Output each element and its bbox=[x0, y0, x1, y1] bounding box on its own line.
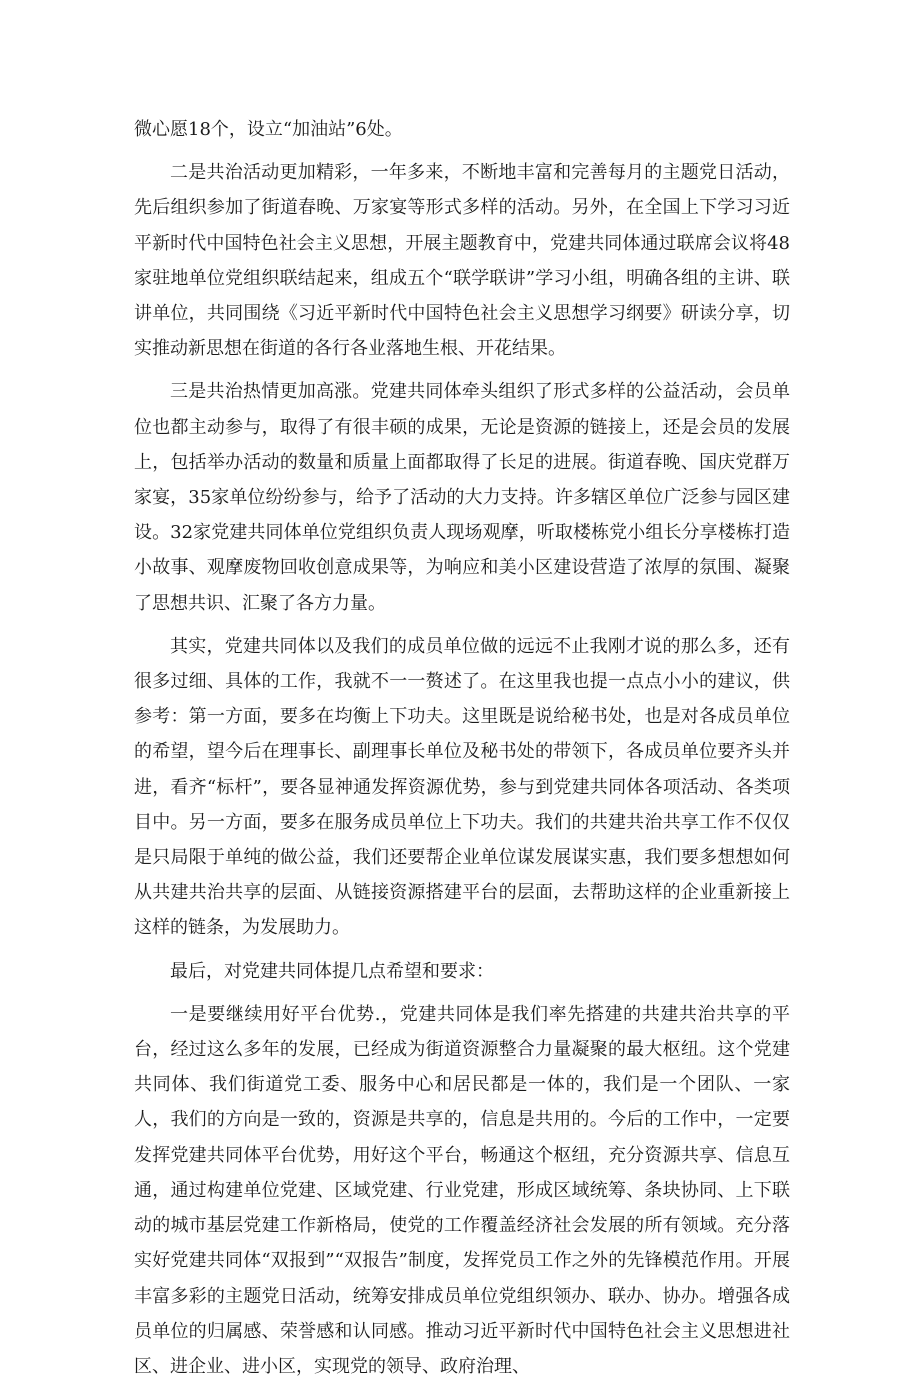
document-body bbox=[134, 112, 790, 1392]
paragraph-platform-advantage: 一是要继续用好平台优势.，党建共同体是我们率先搭建的共建共治共享的平台，经过这么多年的发展，已经成为街道资源整合力量凝聚的最大枢纽。这个党建共同体、我们街道党工委、服务中心和居民都是一体的，我们是一个团队、一家人，我们的方向是一致的，资源是共享的，信息是共用的。今后的工作中，一定要发挥党建共同体平台优势，用好这个平台，畅通这个枢纽，充分资源共享、信息互通，通过构建单位党建、区域党建、行业党建，形成区域统筹、条块协同、上下联动的城市基层党建工作新格局，使党的工作覆盖经济社会发展的所有领域。充分落实好党建共同体“双报到”“双报告”制度，发挥党员工作之外的先锋模范作用。开展丰富多彩的主题党日活动，统筹安排成员单位党组织领办、联办、协办。增强各成员单位的归属感、荣誉感和认同感。推动习近平新时代中国特色社会主义思想进社区、进企业、进小区，实现党的领导、政府治理、 bbox=[134, 1003, 790, 1377]
paragraph-suggestions: 其实，党建共同体以及我们的成员单位做的远远不止我刚才说的那么多，还有很多过细、具体的工作，我就不一一赘述了。在这里我也提一点点小小的建议，供参考：第一方面，要多在均衡上下功夫。这里既是说给秘书处，也是对各成员单位的希望，望今后在理事长、副理事长单位及秘书处的带领下，各成员单位要齐头并进，看齐“标杆”，要各显神通发挥资源优势，参与到党建共同体各项活动、各类项目中。另一方面，要多在服务成员单位上下功夫。我们的共建共治共享工作不仅仅是只局限于单纯的做公益，我们还要帮企业单位谋发展谋实惠，我们要多想想如何从共建共治共享的层面、从链接资源搭建平台的层面，去帮助这样的企业重新接上这样的链条，为发展助力。 bbox=[134, 635, 790, 939]
paragraph-final-requirements-intro: 最后，对党建共同体提几点希望和要求： bbox=[170, 960, 494, 982]
paragraph-joint-governance-enthusiasm: 三是共治热情更加高涨。党建共同体牵头组织了形式多样的公益活动，会员单位也都主动参与，取得了有很丰硕的成果，无论是资源的链接上，还是会员的发展上，包括举办活动的数量和质量上面都取得了长足的进展。街道春晚、国庆党群万家宴，35家单位纷纷参与，给予了活动的大力支持。许多辖区单位广泛参与园区建设。32家党建共同体单位党组织负责人现场观摩，听取楼栋党小组长分享楼栋打造小故事、观摩废物回收创意成果等，为响应和美小区建设营造了浓厚的氛围、凝聚了思想共识、汇聚了各方力量。 bbox=[134, 381, 790, 614]
paragraph-joint-governance-activities: 二是共治活动更加精彩，一年多来，不断地丰富和完善每月的主题党日活动，先后组织参加了街道春晚、万家宴等形式多样的活动。另外，在全国上下学习习近平新时代中国特色社会主义思想，开展主题教育中，党建共同体通过联席会议将48家驻地单位党组织联结起来，组成五个“联学联讲”学习小组，明确各组的主讲、联讲单位，共同围绕《习近平新时代中国特色社会主义思想学习纲要》研读分享，切实推动新思想在街道的各行各业落地生根、开花结果。 bbox=[134, 162, 790, 360]
paragraph-continuation: 微心愿18个，设立“加油站”6处。 bbox=[134, 119, 403, 140]
